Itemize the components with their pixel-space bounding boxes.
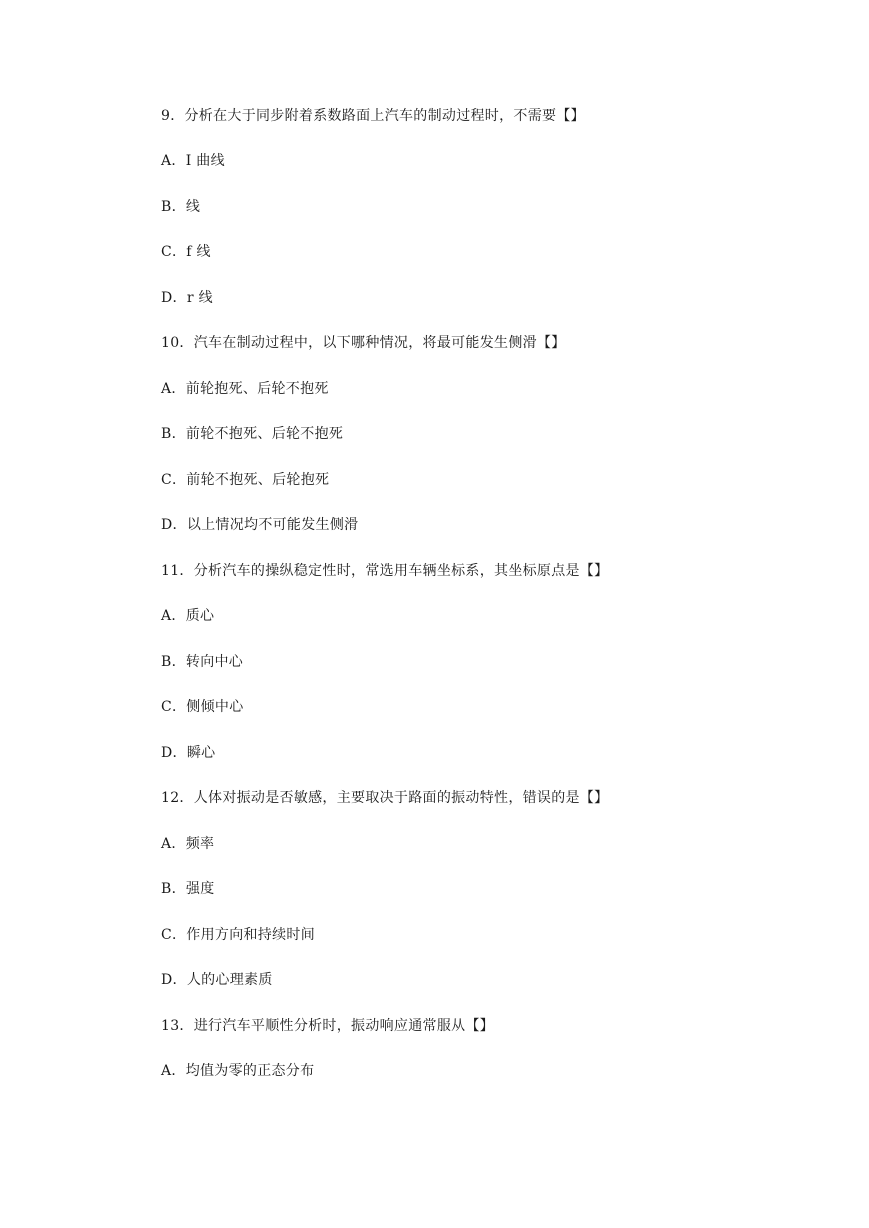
question-13-stem: 13．进行汽车平顺性分析时，振动响应通常服从【】 (161, 1018, 495, 1034)
question-9-option-c: C．f 线 (161, 244, 211, 260)
question-11-option-c: C．侧倾中心 (161, 699, 244, 715)
question-11-stem: 11．分析汽车的操纵稳定性时，常选用车辆坐标系，其坐标原点是【】 (161, 563, 609, 579)
question-9-stem: 9．分析在大于同步附着系数路面上汽车的制动过程时，不需要【】 (161, 108, 585, 124)
question-9-option-a: A．I 曲线 (161, 153, 225, 169)
question-12-option-c: C．作用方向和持续时间 (161, 927, 316, 943)
question-10-option-a: A．前轮抱死、后轮不抱死 (161, 381, 329, 397)
question-11-option-d: D．瞬心 (161, 745, 216, 761)
question-11-option-a: A．质心 (161, 608, 215, 624)
question-11-option-b: B．转向中心 (161, 654, 244, 670)
question-12-option-b: B．强度 (161, 881, 215, 897)
question-12-option-d: D．人的心理素质 (161, 972, 273, 988)
question-10-stem: 10．汽车在制动过程中，以下哪种情况，将最可能发生侧滑【】 (161, 335, 566, 351)
question-9-option-d: D．r 线 (161, 290, 213, 306)
question-9-option-b: B．线 (161, 199, 201, 215)
question-10-option-b: B．前轮不抱死、后轮不抱死 (161, 426, 344, 442)
question-10-option-c: C．前轮不抱死、后轮抱死 (161, 472, 330, 488)
question-12-stem: 12．人体对振动是否敏感，主要取决于路面的振动特性，错误的是【】 (161, 790, 609, 806)
question-13-option-a: A．均值为零的正态分布 (161, 1063, 315, 1079)
question-12-option-a: A．频率 (161, 836, 215, 852)
question-10-option-d: D．以上情况均不可能发生侧滑 (161, 517, 359, 533)
